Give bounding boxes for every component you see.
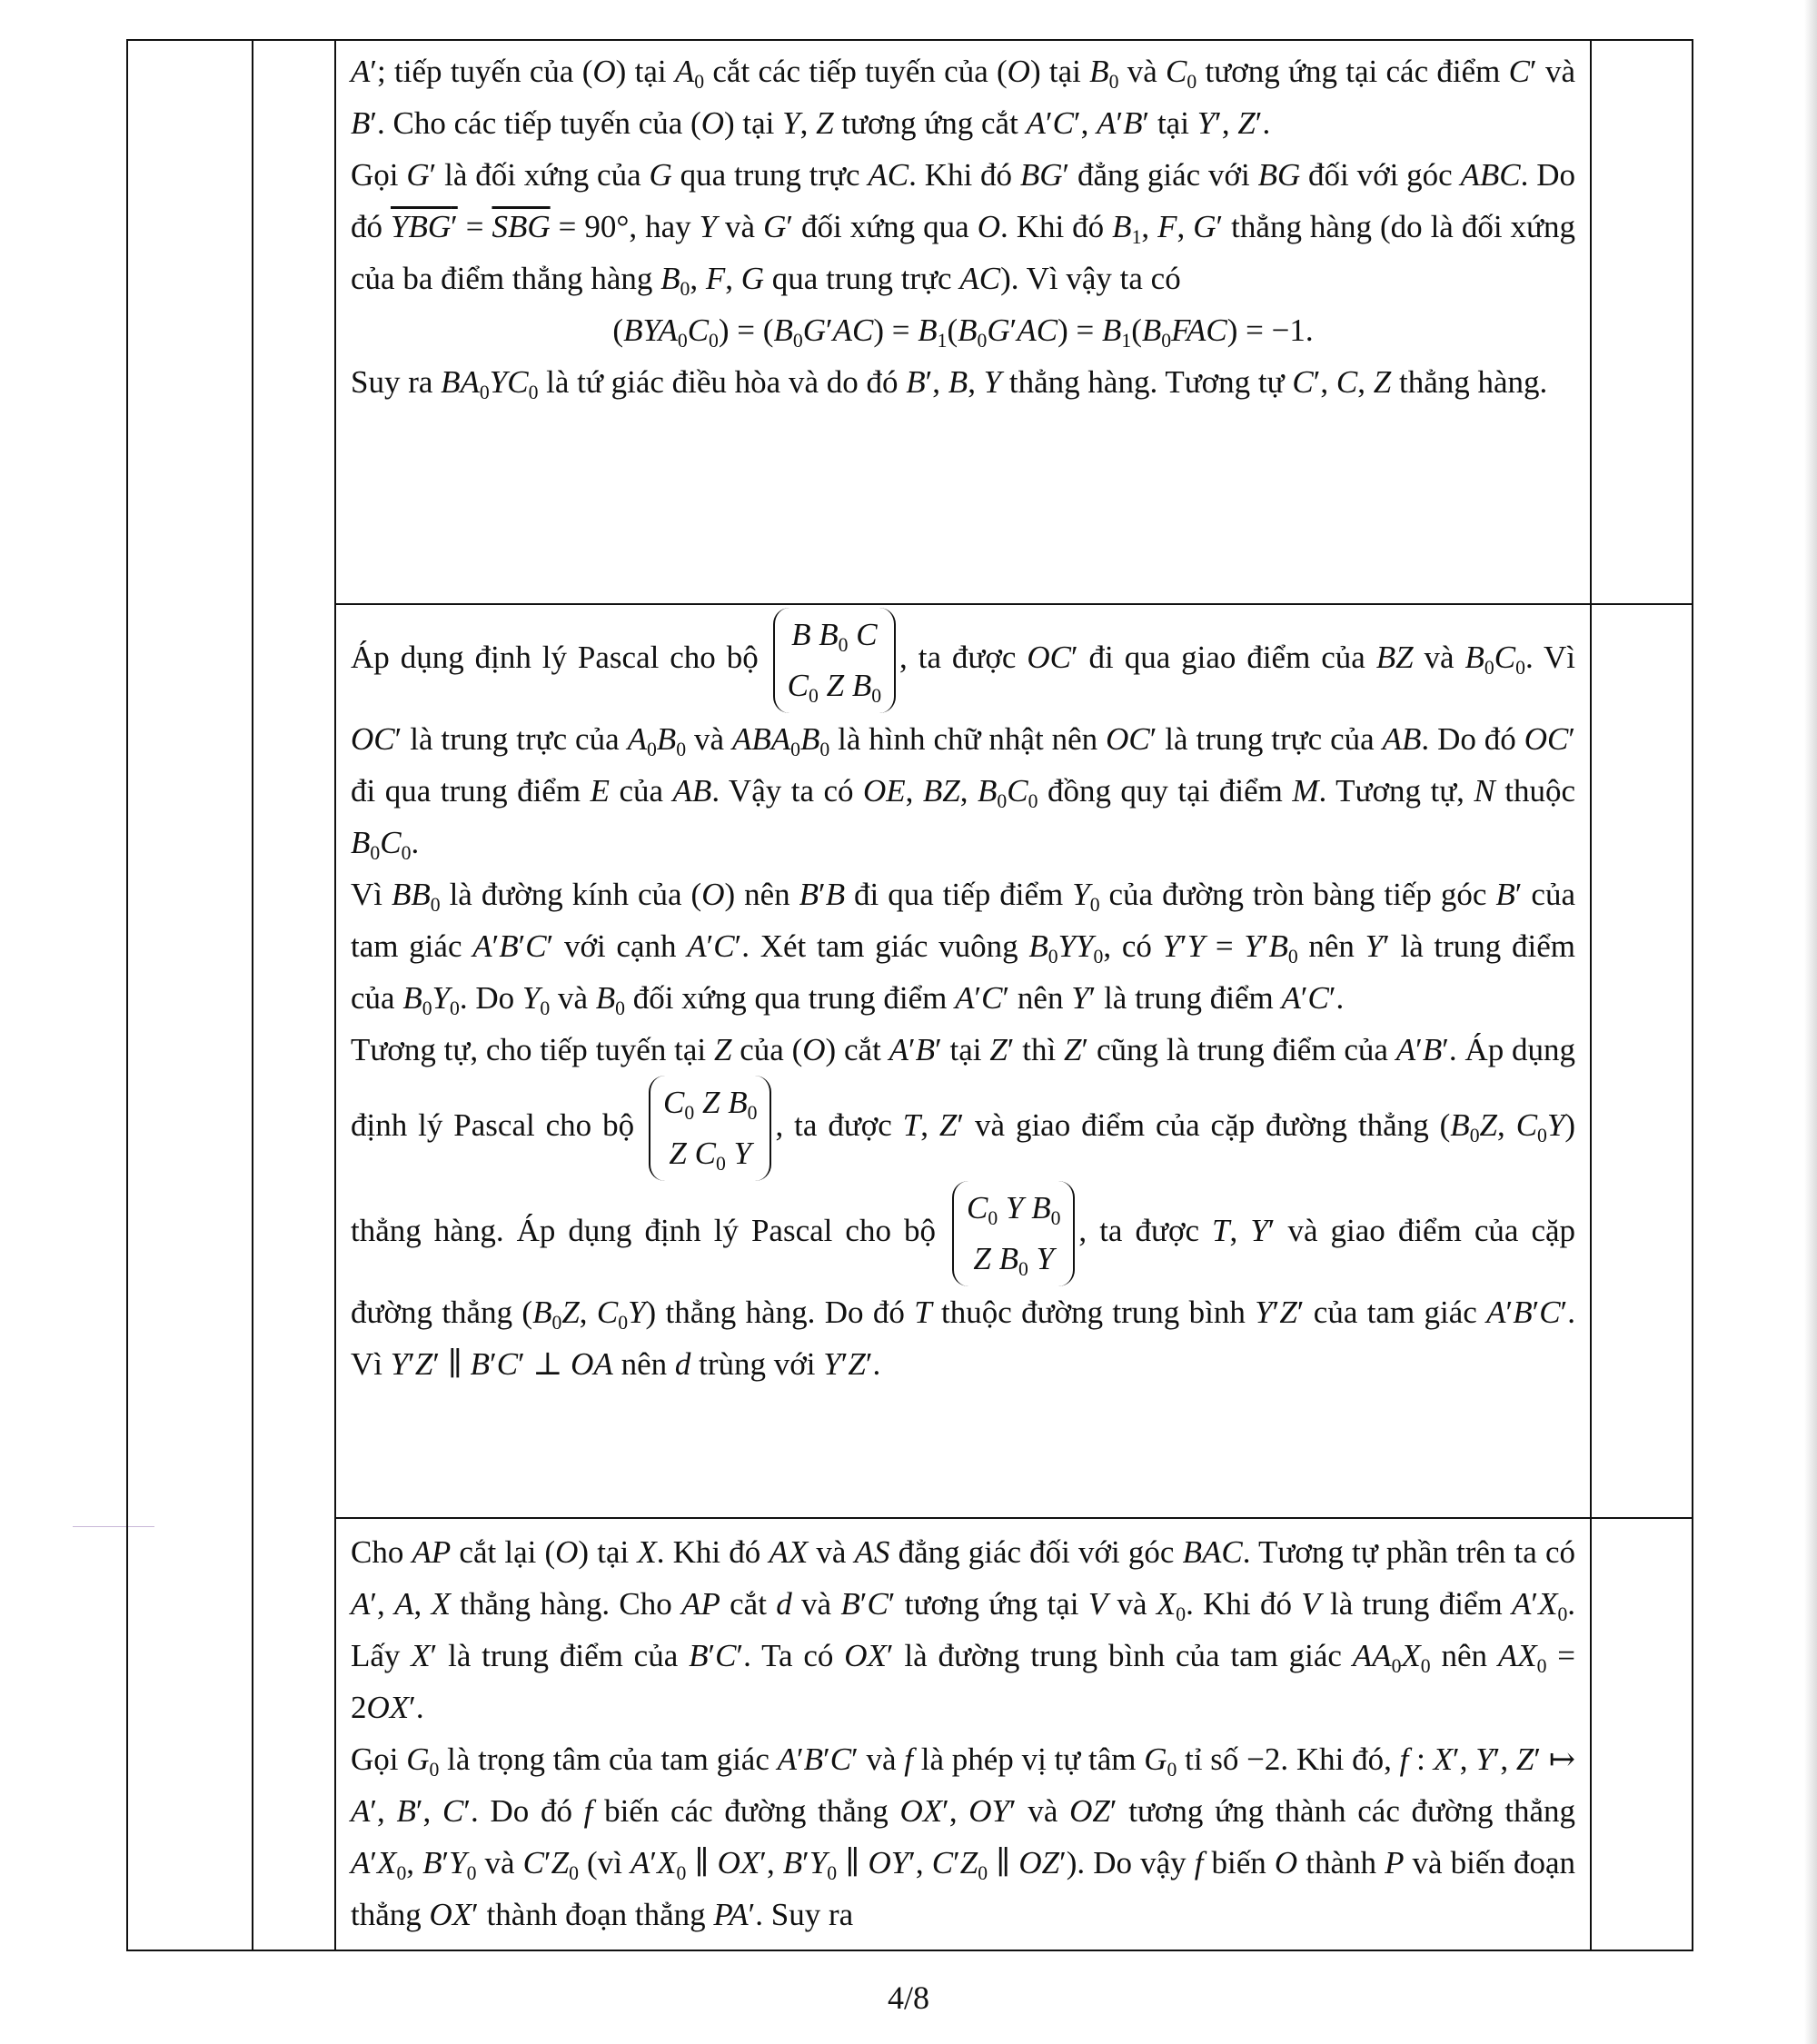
solution-cell-3 bbox=[351, 1526, 1575, 1940]
row-divider-2 bbox=[334, 1517, 1692, 1519]
solution-table bbox=[126, 39, 1693, 1951]
paragraph: Vì $BB_0$ là đường kính của (O) nên B′B đi qua tiếp điểm $Y_0$ của đường tròn bàng tiếp góc B′ của tam giác A′B′C′ với cạnh A′C′. Xét tam giác vuông $B_0YY_0$, có $Y'Y = Y'B_0$ nên Y′ là trung điểm của $B_0Y_0$. Do $Y_0$ và $B_0$ đối xứng qua trung điểm A′C′ nên Y′ là trung điểm A′C′. bbox=[351, 877, 1575, 1019]
column-divider-3 bbox=[1590, 41, 1592, 1950]
column-divider-1 bbox=[252, 41, 253, 1950]
paragraph: A′; tiếp tuyến của (O) tại $A_0$ cắt các tiếp tuyến của (O) tại $B_0$ và $C_0$ tương ứng tại các điểm C′ và B′. Cho các tiếp tuyến của (O) tại Y, Z tương ứng cắt A′C′, A′B′ tại Y′, Z′. bbox=[351, 54, 1575, 141]
solution-cell-1 bbox=[351, 45, 1575, 408]
pascal-matrix: $C_0$ Y $B_0$ Z $B_0$ Y bbox=[952, 1181, 1075, 1286]
paragraph: Cho AP cắt lại (O) tại X. Khi đó AX và AS đẳng giác đối với góc BAC. Tương tự phần trên ta có A′, A, X thẳng hàng. Cho AP cắt d và B′C′ tương ứng tại V và $X_0$. Khi đó V là trung điểm $A'X_0$. Lấy X′ là trung điểm của B′C′. Ta có OX′ là đường trung bình của tam giác $AA_0X_0$ nên $AX_0 = 2OX'$. bbox=[351, 1534, 1576, 1725]
scan-edge-shadow bbox=[1804, 0, 1817, 2044]
paragraph: Áp dụng định lý Pascal cho bộ B $B_0$ C $C_0$ Z $B_0$ , ta được OC′ đi qua giao điểm của BZ và $B_0C_0$. Vì OC′ là trung trực của $A_0B_0$ và $ABA_0B_0$ là hình chữ nhật nên OC′ là trung trực của AB. Do đó OC′ đi qua trung điểm E của AB. Vậy ta có OE, BZ, $B_0C_0$ đồng quy tại điểm M. Tương tự, N thuộc $B_0C_0$. bbox=[351, 608, 1575, 868]
page-number: 4/8 bbox=[887, 1980, 929, 2016]
pascal-matrix: $C_0$ Z $B_0$ Z $C_0$ Y bbox=[649, 1076, 771, 1181]
column-divider-2 bbox=[334, 41, 336, 1950]
row-divider-1 bbox=[334, 603, 1692, 605]
paragraph: Suy ra $BA_0YC_0$ là tứ giác điều hòa và do đó B′, B, Y thẳng hàng. Tương tự C′, C, Z thẳng hàng. bbox=[351, 364, 1548, 403]
solution-cell-2 bbox=[351, 608, 1575, 1390]
paragraph: Gọi G′ là đối xứng của G qua trung trực AC. Khi đó BG′ đẳng giác với BG đối với góc ABC. Do đó $YBG' = \overline{SBG} = 90^\circ$, hay Y và G′ đối xứng qua O. Khi đó $B_1$, F, G′ thẳng hàng (do là đối xứng của ba điểm thẳng hàng $B_0$, F, G qua trung trực AC). Vì vậy ta có bbox=[351, 157, 1576, 300]
paragraph: Gọi $G_0$ là trọng tâm của tam giác A′B′C′ và f là phép vị tự tâm $G_0$ tỉ số −2. Khi đó, f : X′, Y′, Z′ ↦ A′, B′, C′. Do đó f biến các đường thẳng OX′, OY′ và OZ′ tương ứng thành các đường thẳng $A'X_0$, $B'Y_0$ và $C'Z_0$ (vì $A'X_0$ ∥ OX′, $B'Y_0$ ∥ OY′, $C'Z_0$ ∥ OZ′). Do vậy f biến O thành P và biến đoạn thẳng OX′ thành đoạn thẳng PA′. Suy ra bbox=[351, 1741, 1576, 1932]
pascal-matrix: B $B_0$ C $C_0$ Z $B_0$ bbox=[773, 608, 896, 713]
paragraph: Tương tự, cho tiếp tuyến tại Z của (O) cắt A′B′ tại Z′ thì Z′ cũng là trung điểm của A′B′. Áp dụng định lý Pascal cho bộ $C_0$ Z $B_0$ Z $C_0$ Y , ta được T, Z′ và giao điểm của cặp đường thẳng ($B_0Z$, $C_0Y$) thẳng hàng. Áp dụng định lý Pascal cho bộ $C_0$ Y $B_0$ Z $B_0$ Y , ta được T, Y′ và giao điểm của cặp đường thẳng ($B_0Z$, $C_0Y$) thẳng hàng. Do đó T thuộc đường trung bình Y′Z′ của tam giác A′B′C′. Vì Y′Z′ ∥ B′C′ ⊥ OA nên d trùng với Y′Z′. bbox=[351, 1032, 1576, 1382]
equation: $(BYA_0C_0) = (B_0G'AC) = B_1(B_0G'AC) = B_1(B_0FAC) = -1$. bbox=[612, 313, 1314, 352]
